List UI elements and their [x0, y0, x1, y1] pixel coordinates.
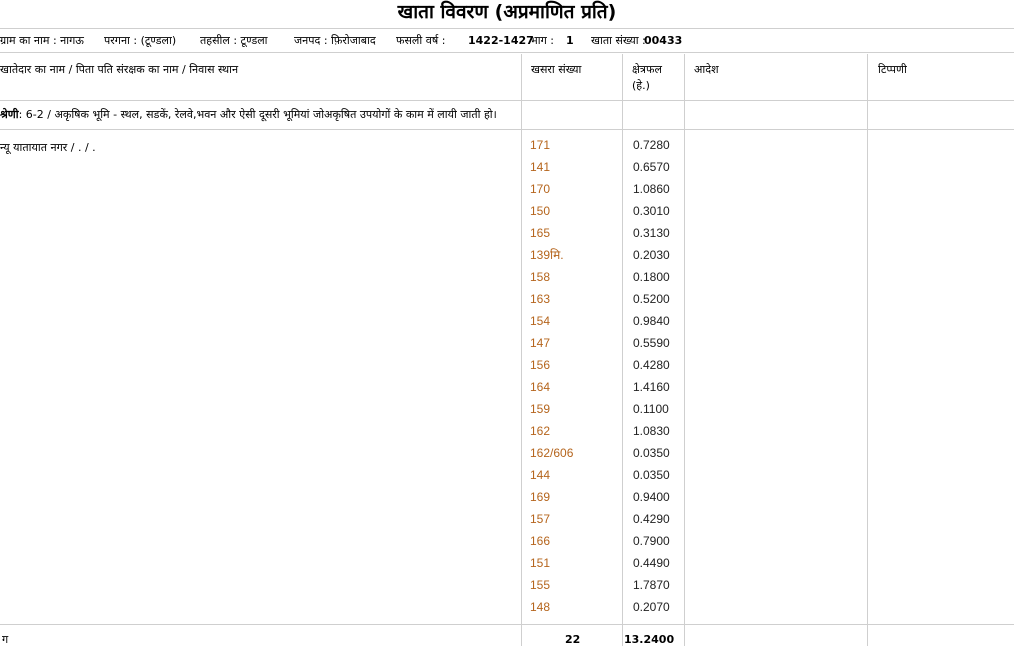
total-label: ग [2, 633, 9, 646]
khasra-number: 162/606 [530, 446, 574, 460]
area-value: 0.7900 [633, 534, 670, 548]
area-header-line1: क्षेत्रफल [632, 63, 662, 76]
remarks-column-header: टिप्पणी [878, 63, 907, 76]
area-value: 0.4290 [633, 512, 670, 526]
khata-number-label: खाता संख्या : [591, 34, 646, 47]
khasra-number: 156 [530, 358, 551, 372]
owner-column-header: खातेदार का नाम / पिता पति संरक्षक का नाम / निवास स्थान [0, 63, 239, 76]
khasra-number: 154 [530, 314, 551, 328]
row-divider [0, 129, 1014, 130]
fasli-year-label: फसली वर्ष : [396, 34, 446, 47]
khasra-number: 166 [530, 534, 551, 548]
bhag-value: 1 [566, 34, 574, 47]
col-divider [622, 54, 623, 646]
col-divider [521, 54, 522, 646]
category-row [0, 107, 497, 122]
area-value: 0.5590 [633, 336, 670, 350]
area-list [633, 134, 670, 618]
khasra-number: 164 [530, 380, 551, 394]
khasra-number: 170 [530, 182, 551, 196]
village-name: ग्राम का नाम : नागऊ [0, 34, 84, 47]
area-value: 0.9400 [633, 490, 670, 504]
total-area: 13.2400 [624, 633, 675, 646]
khasra-number: 158 [530, 270, 551, 284]
tehsil-name: तहसील : टूण्डला [200, 34, 268, 47]
area-value: 0.5200 [633, 292, 670, 306]
page-title: खाता विवरण (अप्रमाणित प्रति) [0, 0, 1014, 29]
khasra-number: 141 [530, 160, 551, 174]
khasra-number: 157 [530, 512, 551, 526]
janpad-name: जनपद : फ़िरोजाबाद [294, 34, 376, 47]
col-divider [684, 54, 685, 646]
khasra-number: 147 [530, 336, 551, 350]
area-value: 0.4490 [633, 556, 670, 570]
row-divider [0, 100, 1014, 101]
khasra-number: 150 [530, 204, 551, 218]
area-value: 0.4280 [633, 358, 670, 372]
area-column-header [632, 62, 662, 94]
area-value: 0.6570 [633, 160, 670, 174]
area-header-line2: (हे.) [632, 79, 650, 92]
area-value: 0.3130 [633, 226, 670, 240]
khata-number-value: 00433 [644, 34, 683, 47]
area-value: 0.1100 [633, 402, 669, 416]
area-value: 0.3010 [633, 204, 670, 218]
area-value: 0.2070 [633, 600, 670, 614]
khasra-number: 165 [530, 226, 551, 240]
khasra-number: 162 [530, 424, 551, 438]
area-value: 1.0860 [633, 182, 670, 196]
khasra-number: 155 [530, 578, 551, 592]
khata-meta-bar [0, 30, 1014, 53]
area-value: 1.0830 [633, 424, 670, 438]
order-column-header: आदेश [694, 63, 719, 76]
khasra-number: 159 [530, 402, 551, 416]
khasra-number: 151 [530, 556, 551, 570]
khasra-number: 144 [530, 468, 551, 482]
area-value: 0.2030 [633, 248, 670, 262]
area-value: 0.9840 [633, 314, 670, 328]
category-text: : 6-2 / अकृषिक भूमि - स्थल, सडकें, रेलवे,भवन और ऐसी दूसरी भूमियां जोअकृषित उपयोगों के काम में लायी जाती हो। [18, 108, 497, 121]
area-value: 0.0350 [633, 446, 670, 460]
khasra-number: 139मि. [530, 248, 564, 262]
total-khasra-count: 22 [565, 633, 581, 646]
khasra-number: 171 [530, 138, 551, 152]
area-value: 0.1800 [633, 270, 670, 284]
khasra-number: 163 [530, 292, 551, 306]
col-divider [867, 54, 868, 646]
khasra-column-header: खसरा संख्या [531, 63, 582, 76]
khasra-number: 148 [530, 600, 551, 614]
area-value: 1.7870 [633, 578, 670, 592]
fasli-year-value: 1422-1427 [468, 34, 534, 47]
owner-name: न्यू यातायात नगर / . / . [0, 141, 96, 154]
khata-table [0, 54, 1014, 646]
category-label: श्रेणी [0, 108, 19, 121]
row-divider [0, 624, 1014, 625]
area-value: 0.0350 [633, 468, 670, 482]
bhag-label: भाग : [530, 34, 554, 47]
pargana-name: परगना : (टूण्डला) [104, 34, 177, 47]
area-value: 0.7280 [633, 138, 670, 152]
khasra-list [530, 134, 573, 618]
area-value: 1.4160 [633, 380, 670, 394]
khasra-number: 169 [530, 490, 551, 504]
